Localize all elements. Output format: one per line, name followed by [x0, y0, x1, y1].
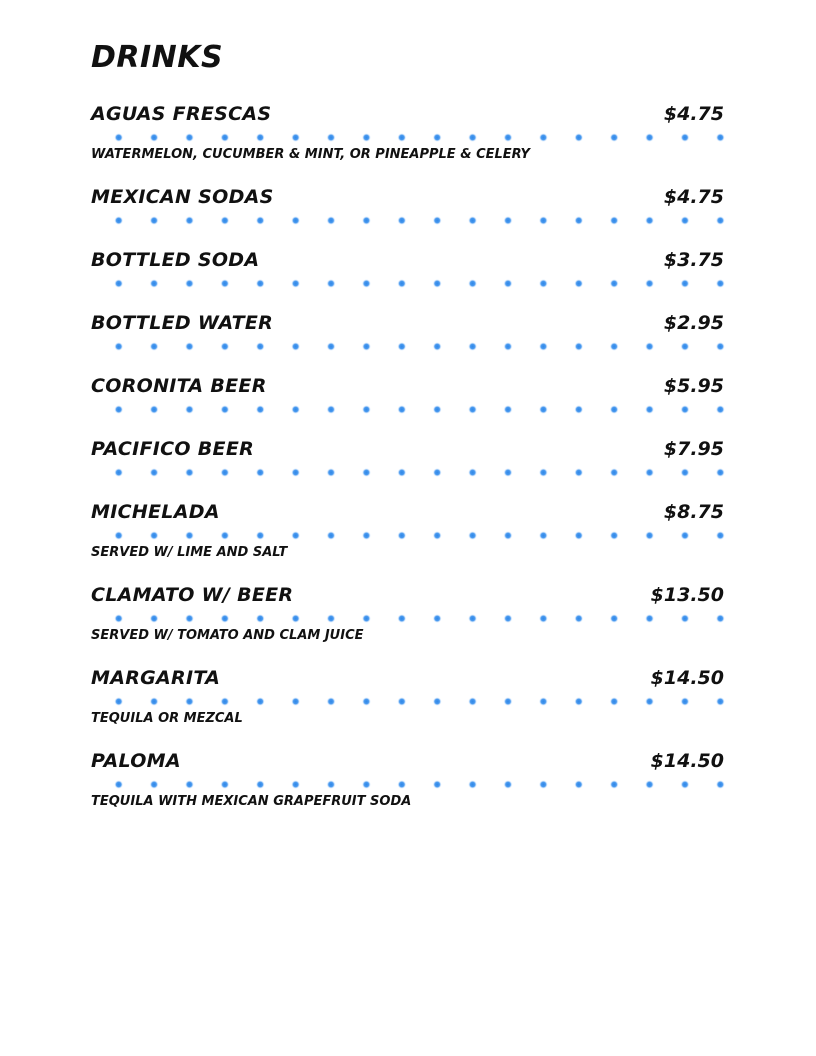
menu-item: [91, 665, 724, 728]
menu-item: [91, 582, 724, 645]
menu-item-header: [91, 665, 724, 691]
menu-item-description: TEQUILA OR MEZCAL: [91, 711, 243, 726]
dot-leader-divider: [101, 608, 730, 625]
menu-page: [91, 38, 724, 831]
dot-leader-divider: [101, 399, 730, 416]
menu-item-name: MICHELADA: [91, 501, 220, 523]
menu-item-description: SERVED W/ TOMATO AND CLAM JUICE: [91, 628, 364, 643]
menu-list: [91, 101, 724, 811]
menu-item-name: BOTTLED WATER: [91, 312, 274, 334]
menu-title: DRINKS: [91, 40, 224, 75]
dot-leader-divider: [101, 774, 730, 791]
menu-item-header: [91, 101, 724, 127]
menu-item: [91, 373, 724, 416]
menu-item-name: CLAMATO W/ BEER: [91, 584, 294, 606]
menu-item-description: WATERMELON, CUCUMBER & MINT, OR PINEAPPLE & CELERY: [91, 147, 530, 162]
menu-item-header: [91, 247, 724, 273]
dot-leader-divider: [101, 462, 730, 479]
menu-item-description: SERVED W/ LIME AND SALT: [91, 545, 288, 560]
dot-leader-divider: [101, 691, 730, 708]
menu-item-name: PALOMA: [91, 750, 181, 772]
menu-item-name: MEXICAN SODAS: [91, 186, 274, 208]
menu-item-price: $13.50: [650, 584, 724, 606]
menu-item-price: $2.95: [663, 312, 724, 334]
menu-item-header: [91, 582, 724, 608]
menu-item-price: $4.75: [663, 186, 724, 208]
menu-item: [91, 748, 724, 811]
menu-item-description: TEQUILA WITH MEXICAN GRAPEFRUIT SODA: [91, 794, 412, 809]
menu-item-header: [91, 310, 724, 336]
menu-item: [91, 436, 724, 479]
menu-item: [91, 499, 724, 562]
menu-item-name: PACIFICO BEER: [91, 438, 255, 460]
dot-leader-divider: [101, 127, 730, 144]
menu-item-header: [91, 748, 724, 774]
menu-item-price: $5.95: [663, 375, 724, 397]
menu-item-price: $4.75: [663, 103, 724, 125]
menu-item-price: $3.75: [663, 249, 724, 271]
menu-item-name: CORONITA BEER: [91, 375, 267, 397]
dot-leader-divider: [101, 525, 730, 542]
menu-item-price: $14.50: [650, 667, 724, 689]
menu-item-price: $14.50: [650, 750, 724, 772]
menu-item-name: AGUAS FRESCAS: [91, 103, 272, 125]
menu-item-header: [91, 499, 724, 525]
dot-leader-divider: [101, 210, 730, 227]
menu-item-header: [91, 436, 724, 462]
dot-leader-divider: [101, 273, 730, 290]
menu-item: [91, 184, 724, 227]
menu-item-price: $7.95: [663, 438, 724, 460]
dot-leader-divider: [101, 336, 730, 353]
menu-item: [91, 247, 724, 290]
menu-item-name: MARGARITA: [91, 667, 221, 689]
menu-item-name: BOTTLED SODA: [91, 249, 260, 271]
menu-item: [91, 101, 724, 164]
menu-item-price: $8.75: [663, 501, 724, 523]
menu-item-header: [91, 184, 724, 210]
menu-item: [91, 310, 724, 353]
menu-item-header: [91, 373, 724, 399]
